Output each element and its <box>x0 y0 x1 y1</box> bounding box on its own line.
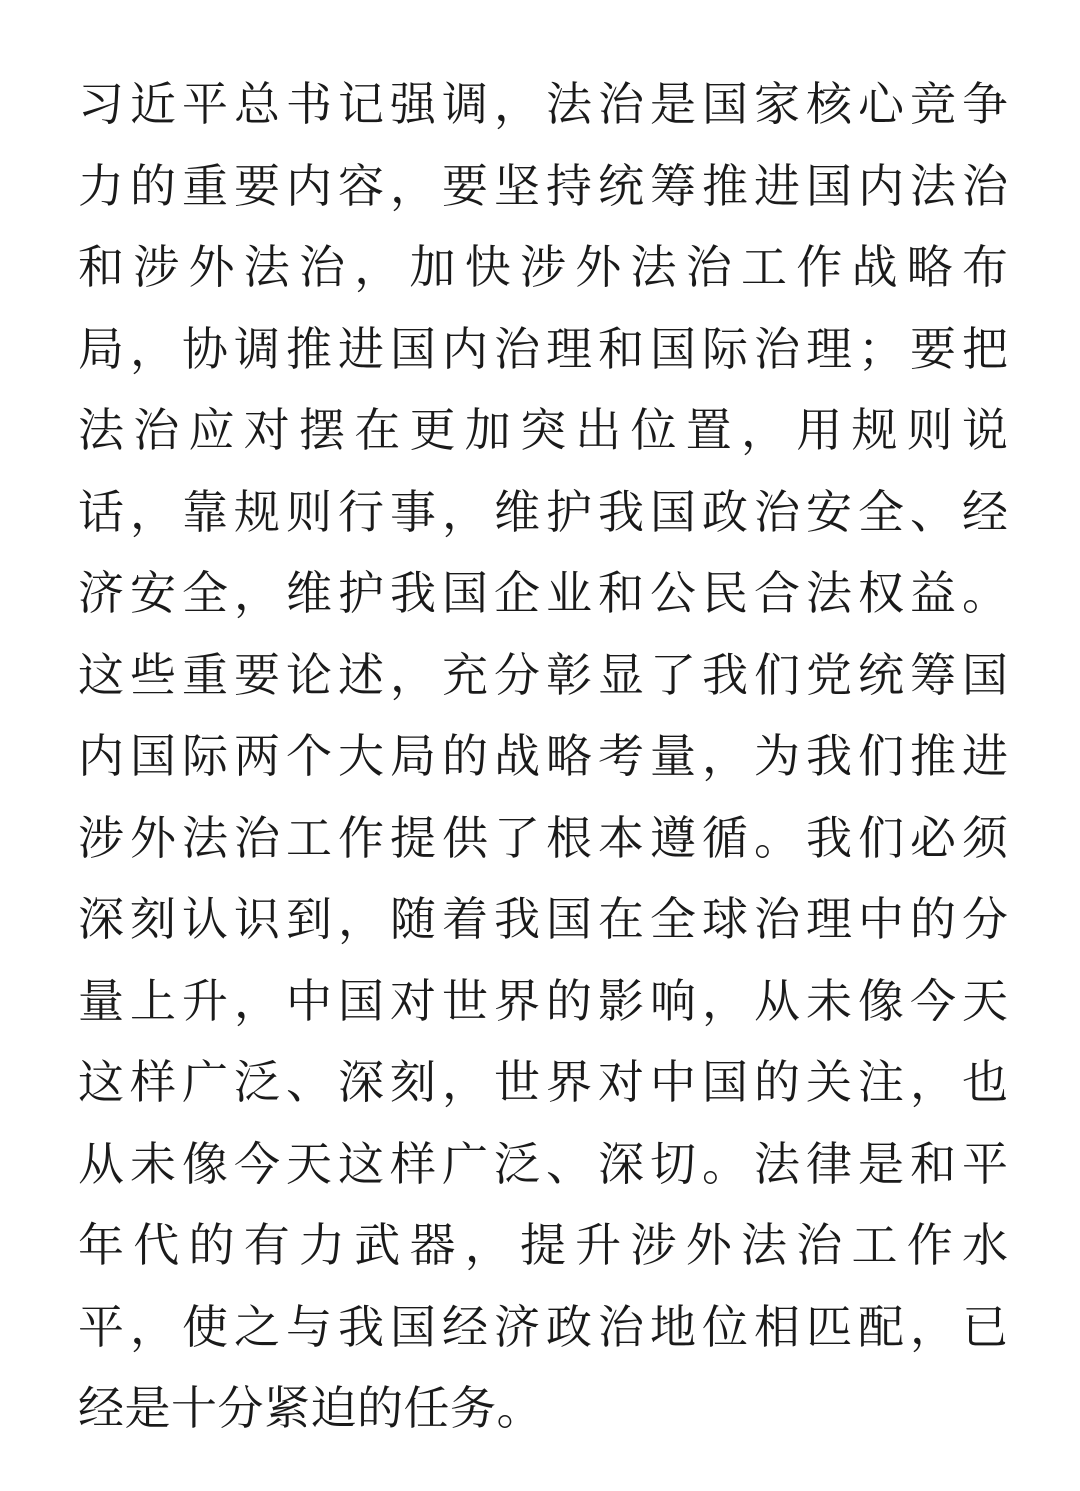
paragraph-line-1: 习近平总书记强调，法治是国家核心竞争 <box>78 77 1014 131</box>
paragraph-line-5: 法治应对摆在更加突出位置，用规则说 <box>78 403 1018 457</box>
paragraph-line-17: 经是十分紧迫的任务。 <box>78 1381 543 1435</box>
paragraph-line-14: 从未像今天这样广泛、深切。法律是和平 <box>78 1136 1014 1191</box>
paragraph-line-2: 力的重要内容，要坚持统筹推进国内法治 <box>78 158 1014 213</box>
paragraph-line-8: 这些重要论述，充分彰显了我们党统筹国 <box>78 647 1014 702</box>
paragraph-line-13: 这样广泛、深刻，世界对中国的关注，也 <box>78 1055 1014 1109</box>
paragraph-line-16: 平，使之与我国经济政治地位相匹配，已 <box>78 1299 1014 1354</box>
paragraph-line-15: 年代的有力武器，提升涉外法治工作水 <box>78 1218 1018 1272</box>
paragraph-line-7: 济安全，维护我国企业和公民合法权益。 <box>78 566 1014 620</box>
paragraph-line-4: 局，协调推进国内治理和国际治理；要把 <box>78 321 1014 376</box>
paragraph-line-12: 量上升，中国对世界的影响，从未像今天 <box>78 973 1014 1028</box>
paragraph-line-6: 话，靠规则行事，维护我国政治安全、经 <box>78 484 1014 539</box>
paragraph-line-11: 深刻认识到，随着我国在全球治理中的分 <box>78 892 1014 946</box>
paragraph-line-3: 和涉外法治，加快涉外法治工作战略布 <box>78 240 1018 294</box>
paragraph-line-9: 内国际两个大局的战略考量，为我们推进 <box>78 729 1014 783</box>
article-paragraph <box>78 64 1018 1450</box>
paragraph-line-10: 涉外法治工作提供了根本遵循。我们必须 <box>78 810 1014 865</box>
